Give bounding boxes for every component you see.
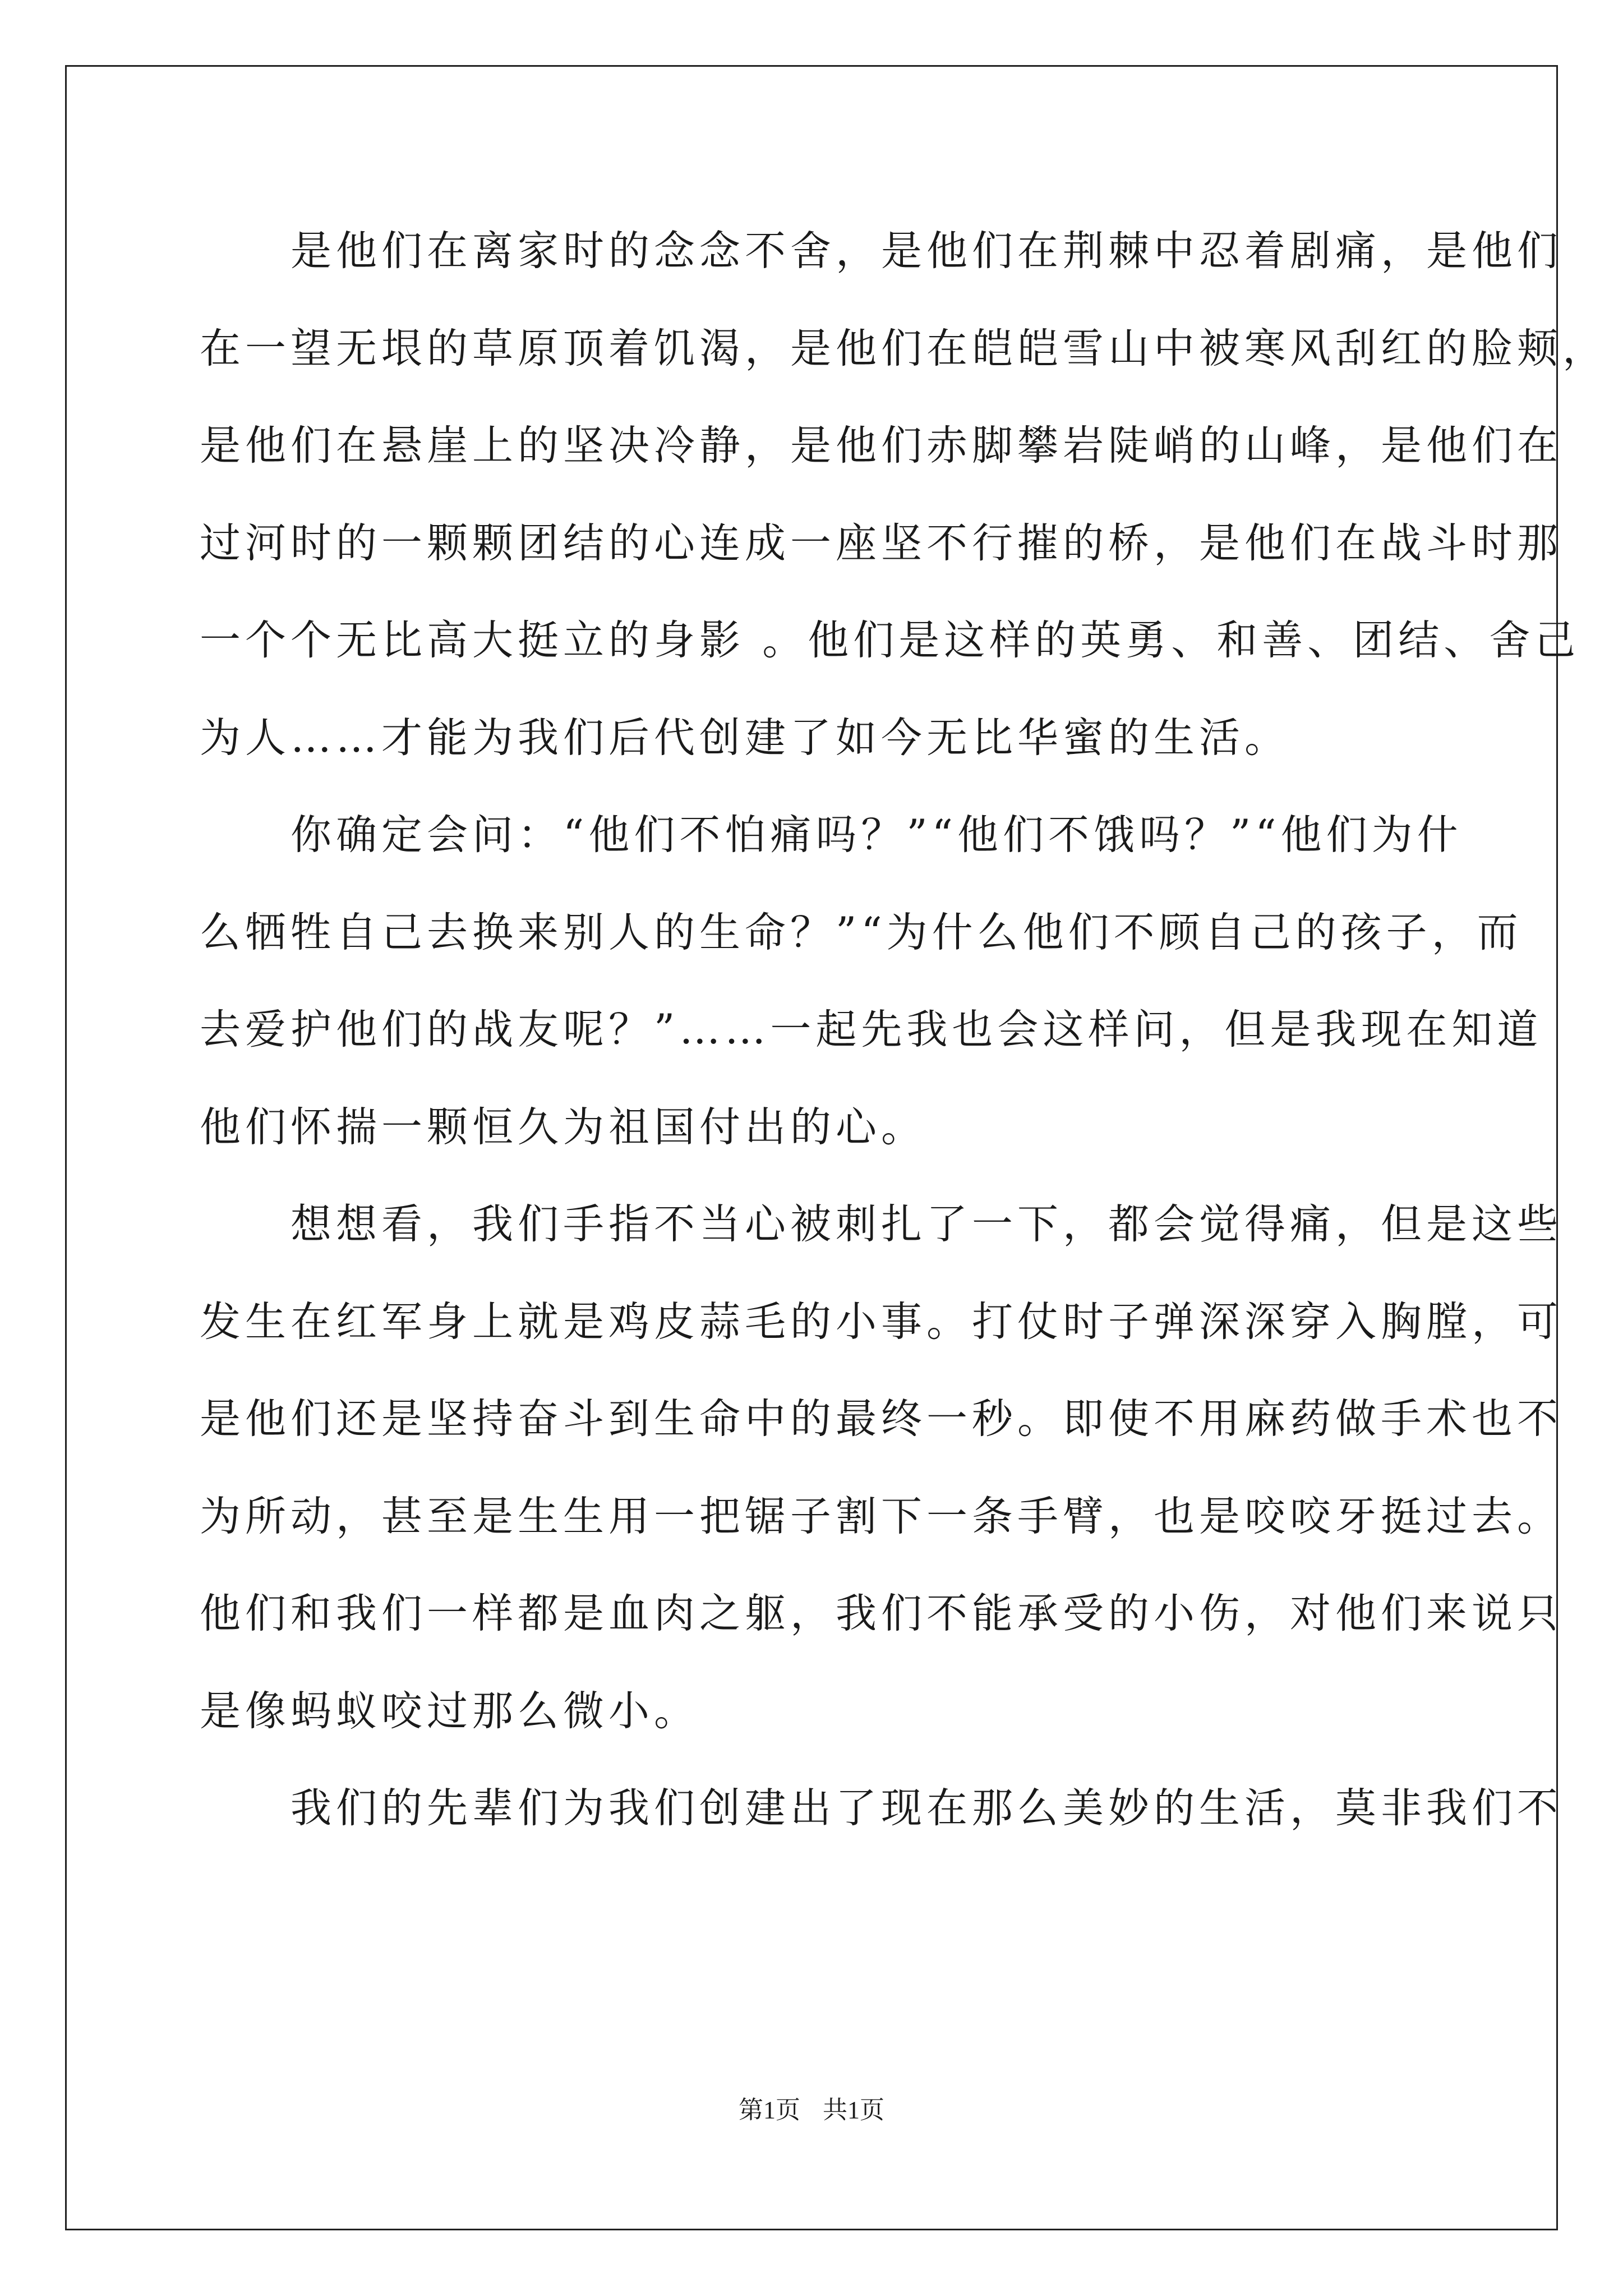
- text-line: 我们的先辈们为我们创建出了现在那么美妙的生活，莫非我们不: [200, 1784, 1562, 1832]
- text-line: 么牺牲自己去换来别人的生命？”“为什么他们不顾自己的孩子，而: [200, 908, 1523, 956]
- text-line: 他们和我们一样都是血肉之躯，我们不能承受的小伤，对他们来说只: [200, 1590, 1562, 1637]
- text-line: 发生在红军身上就是鸡皮蒜毛的小事。打仗时子弹深深穿入胸膛，可: [200, 1297, 1562, 1346]
- page-number: 第1页: [739, 2096, 800, 2124]
- text-line: 去爱护他们的战友呢？”……一起先我也会这样问，但是我现在知道: [200, 1006, 1543, 1053]
- text-line: 为所动，甚至是生生用一把锯子割下一条手臂，也是咬咬牙挺过去。: [200, 1492, 1562, 1540]
- text-line: 想想看，我们手指不当心被刺扎了一下，都会觉得痛，但是这些: [200, 1200, 1562, 1248]
- text-line: 一个个无比高大挺立的身影 。他们是这样的英勇、和善、团结、舍己: [200, 616, 1580, 664]
- text-line: 过河时的一颗颗团结的心连成一座坚不行摧的桥，是他们在战斗时那: [200, 519, 1562, 567]
- document-body: [200, 218, 1608, 1872]
- text-line: 为人……才能为我们后代创建了如今无比华蜜的生活。: [200, 714, 1290, 762]
- page-total: 共1页: [823, 2096, 884, 2124]
- text-line: 是他们还是坚持奋斗到生命中的最终一秒。即使不用麻药做手术也不: [200, 1395, 1562, 1443]
- text-line: 是他们在离家时的念念不舍，是他们在荆棘中忍着剧痛，是他们: [200, 227, 1562, 275]
- text-line: 他们怀揣一颗恒久为祖国付出的心。: [200, 1103, 926, 1151]
- text-line: 是像蚂蚁咬过那么微小。: [200, 1687, 699, 1735]
- text-line: 在一望无垠的草原顶着饥渴，是他们在皑皑雪山中被寒风刮红的脸颊，: [200, 324, 1608, 372]
- page-footer: [0, 2093, 1623, 2127]
- text-line: 你确定会问：“他们不怕痛吗？”“他们不饿吗？”“他们为什: [200, 811, 1463, 859]
- text-line: 是他们在悬崖上的坚决冷静，是他们赤脚攀岩陡峭的山峰，是他们在: [200, 422, 1562, 470]
